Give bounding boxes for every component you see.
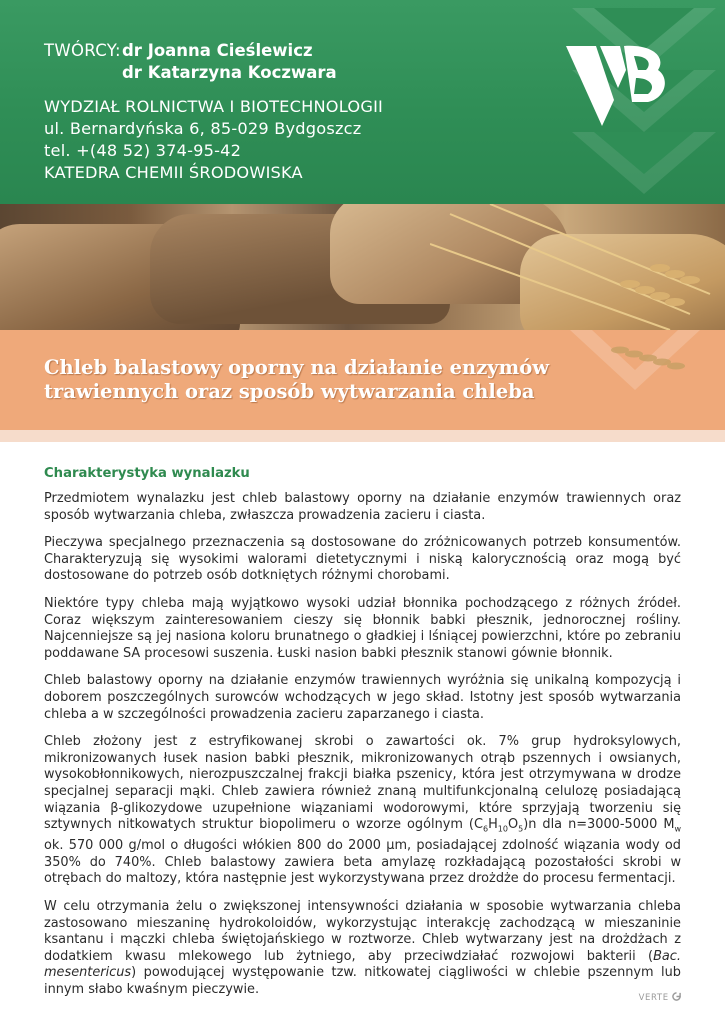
verte-label: VERTE — [638, 993, 669, 1003]
title-line: trawiennych oraz sposób wytwarzania chleba — [44, 380, 535, 403]
header-band — [0, 0, 725, 204]
main-content — [44, 466, 681, 1010]
page-turn-arrow-icon — [672, 992, 681, 1001]
verte-link[interactable] — [639, 992, 681, 1003]
faculty-name: WYDZIAŁ ROLNICTWA I BIOTECHNOLOGII — [44, 97, 384, 116]
paragraph: Pieczywa specjalnego przeznaczenia są dostosowane do zróżnicowanych potrzeb konsumentów. Charakteryzują się wysokimi walorami dietetycznymi i niską kalorycznością oraz mogą być dostosowane do potrzeb osób dotkniętych różnymi chorobami. — [44, 535, 681, 584]
wheat-ears-icon — [430, 204, 725, 330]
creator-name: dr Joanna Cieślewicz — [122, 41, 313, 60]
banner-chevron-decoration — [560, 330, 725, 430]
section-heading: Charakterystyka wynalazku — [44, 466, 250, 481]
banner-stripe — [0, 430, 725, 442]
creator-name: dr Katarzyna Koczwara — [122, 63, 337, 82]
university-logo-icon — [562, 40, 672, 132]
document-title — [44, 356, 564, 404]
creators-label: TWÓRCY: — [44, 41, 121, 60]
paragraph: Chleb złożony jest z estryfikowanej skrobi o zawartości ok. 7% grup hydroksylowych, mikronizowanych łusek nasion babki płesznik, mikronizowanych otrąb pszennych i owsianych, wysokobłonnikowych, nierozpuszczalnej frakcji białka pszenicy, która jest otrzymywana w drodze specjalnej separacji mąki. Chleb zawiera również znaną multifunkcjonalną celulozę posiadającą wiązania β-glikozydowe uzupełnione wiązaniami wodorowymi, które sprzyjają tworzeniu się sztywnych nitkowatych struktur biopolimeru o wzorze ogólnym $(C_6H_{10}O_5)n$ dla n=3000-5000 $M_w$ ok. 570 000 g/mol o długości włókien 800 do 2000 µm, posiadającej zdolność wiązania wody od 350% do 740%. Chleb balastowy zawiera beta amylazę rozkładającą pozostałości skrobi w otrębach do maltozy, która następnie jest wykorzystywana przez drożdże do procesu fermentacji. — [44, 734, 681, 887]
chevron-decoration — [594, 132, 694, 174]
paragraph: Chleb balastowy oporny na działanie enzymów trawiennych wyróżnia się unikalną kompozycją i doborem poszczególnych surowców wchodzących w jego skład. Istotny jest sposób wytwarzania chleba a w szczególności prowadzenia zacieru zaparzanego i ciasta. — [44, 673, 681, 722]
address: ul. Bernardyńska 6, 85-029 Bydgoszcz — [44, 119, 362, 138]
contact-block — [44, 96, 383, 184]
paragraph: Przedmiotem wynalazku jest chleb balastowy oporny na działanie enzymów trawiennych oraz sposób wytwarzania chleba, zwłaszcza prowadzenia zacieru i ciasta. — [44, 491, 681, 523]
title-line: Chleb balastowy oporny na działanie enzymów — [44, 356, 550, 379]
department-name: KATEDRA CHEMII ŚRODOWISKA — [44, 163, 303, 182]
bread-photo — [0, 204, 725, 330]
phone: tel. +(48 52) 374-95-42 — [44, 141, 242, 160]
paragraph: W celu otrzymania żelu o zwiększonej intensywności działania w sposobie wytwarzania chleba zastosowano mieszaninę hydrokoloidów, wykorzystując interakcję zachodzącą w mieszaninie ksantanu i mączki chleba świętojańskiego w roztworze. Chleb wytwarzany jest na drożdżach z dodatkiem kwasu mlekowego lub żytniego, aby przeciwdziałać rozwojowi bakterii (Bac. mesentericus) powodującej występowanie tzw. nitkowatej ciągliwości w chlebie pszennym lub innym słabo kwaśnym pieczywie. — [44, 899, 681, 998]
creators-block — [44, 40, 337, 84]
paragraph: Niektóre typy chleba mają wyjątkowo wysoki udział błonnika pochodzącego z różnych źródeł. Coraz większym zainteresowaniem cieszy się błonnik babki płesznik, jednorocznej rośliny. Najcenniejsze są jej nasiona koloru brunatnego o gładkiej i lśniącej powierzchni, które po zebraniu poddawane SA procesowi suszenia. Łuski nasion babki płesznik stanowi gównie błonnik. — [44, 595, 681, 661]
